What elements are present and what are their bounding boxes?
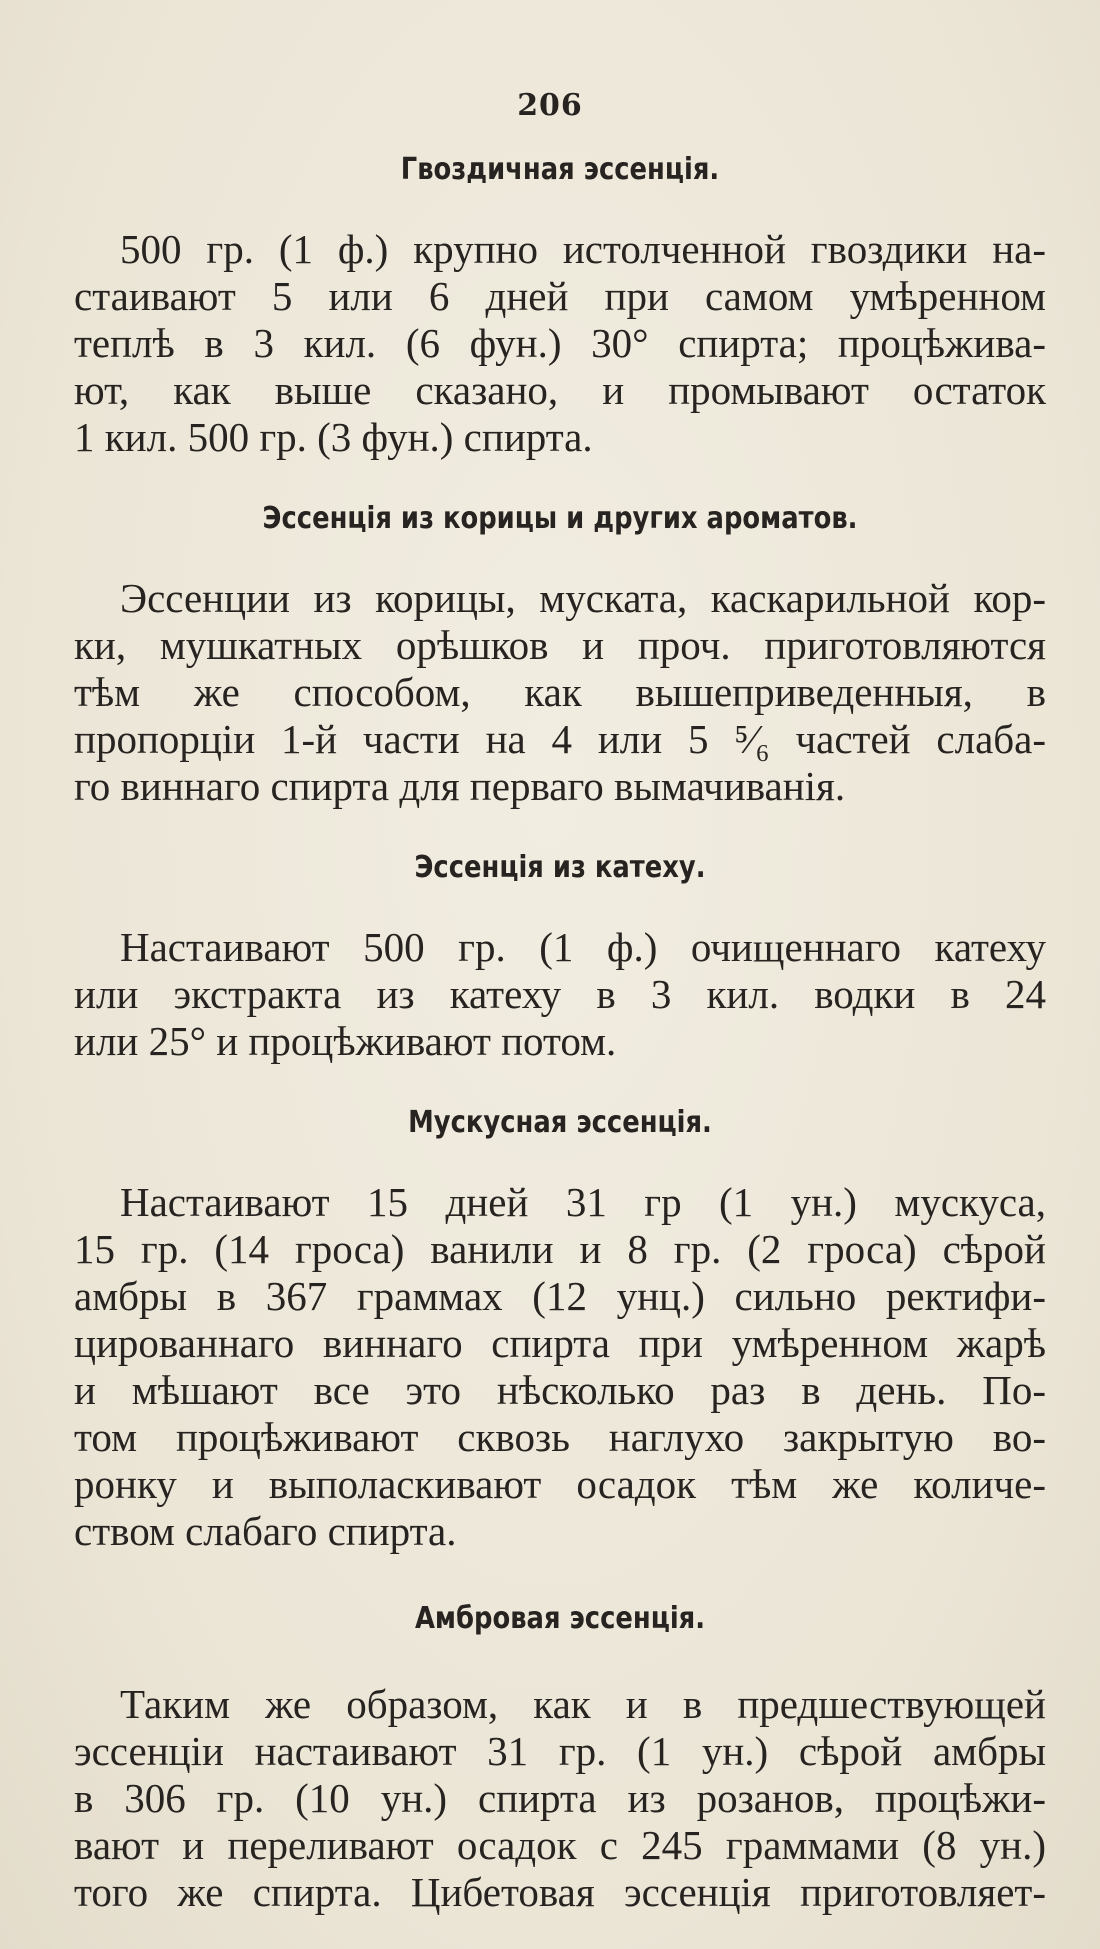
text-line: стаивают 5 или 6 дней при самом умѣренном xyxy=(74,273,1046,319)
section-heading-musk-essence: Мускусная эссенція. xyxy=(408,1105,712,1140)
section-heading-amber-essence: Амбровая эссенція. xyxy=(414,1601,706,1636)
text-line: ством слабаго спирта. xyxy=(74,1508,457,1554)
text-line: Настаивают 500 гр. (1 ф.) очищеннаго катеху xyxy=(120,924,1046,970)
text-line: того же спирта. Цибетовая эссенція приготовляет- xyxy=(74,1869,1046,1915)
paragraph-musk-essence xyxy=(74,1179,1046,1555)
text-line: или экстракта из катеху в 3 кил. водки в 24 xyxy=(74,971,1046,1017)
page-number: 206 xyxy=(517,88,583,123)
text-line: Таким же образом, как и в предшествующей xyxy=(120,1681,1046,1727)
paragraph-catechu-essence xyxy=(74,924,1046,1065)
text-line: тѣм же способом, как вышеприведенныя, в xyxy=(74,669,1046,715)
text-line: ки, мушкатных орѣшков и проч. приготовляются xyxy=(74,622,1046,668)
page-content xyxy=(74,150,1046,1916)
text-line: 1 кил. 500 гр. (3 фун.) спирта. xyxy=(74,414,593,460)
text-line: 500 гр. (1 ф.) крупно истолченной гвоздики на- xyxy=(120,226,1046,272)
paragraph-clove-essence xyxy=(74,226,1046,461)
text-line: эссенціи настаивают 31 гр. (1 ун.) сѣрой амбры xyxy=(74,1728,1046,1774)
section-heading-catechu-essence: Эссенція из катеху. xyxy=(414,850,706,885)
text-line: и мѣшают все это нѣсколько раз в день. По- xyxy=(74,1367,1046,1413)
paragraph-amber-essence xyxy=(74,1681,1046,1916)
text-line: пропорціи 1-й части на 4 или 5 ⁵⁄₆ частей слаба- xyxy=(74,716,1046,762)
text-line: ют, как выше сказано, и промывают остаток xyxy=(74,367,1046,413)
text-line: ронку и выполаскивают осадок тѣм же количе- xyxy=(74,1461,1046,1507)
paragraph-cinnamon-essence xyxy=(74,575,1046,810)
text-line: Эссенции из корицы, муската, каскарильной кор- xyxy=(120,575,1046,621)
section-heading-clove-essence: Гвоздичная эссенція. xyxy=(400,152,720,187)
text-line: цированнаго виннаго спирта при умѣренном жарѣ xyxy=(74,1320,1046,1366)
text-line: го виннаго спирта для перваго вымачиванія. xyxy=(74,763,846,809)
text-line: амбры в 367 граммах (12 унц.) сильно ректифи- xyxy=(74,1273,1046,1319)
text-line: Настаивают 15 дней 31 гр (1 ун.) мускуса, xyxy=(120,1179,1046,1225)
section-heading-cinnamon-essence: Эссенція из корицы и других ароматов. xyxy=(262,501,858,536)
text-line: или 25° и процѣживают потом. xyxy=(74,1018,617,1064)
text-line: вают и переливают осадок с 245 граммами (8 ун.) xyxy=(74,1822,1046,1868)
text-line: в 306 гр. (10 ун.) спирта из розанов, процѣжи- xyxy=(74,1775,1046,1821)
text-line: том процѣживают сквозь наглухо закрытую во- xyxy=(74,1414,1046,1460)
text-line: теплѣ в 3 кил. (6 фун.) 30° спирта; процѣжива- xyxy=(74,320,1046,366)
text-line: 15 гр. (14 гроса) ванили и 8 гр. (2 гроса) сѣрой xyxy=(74,1226,1046,1272)
